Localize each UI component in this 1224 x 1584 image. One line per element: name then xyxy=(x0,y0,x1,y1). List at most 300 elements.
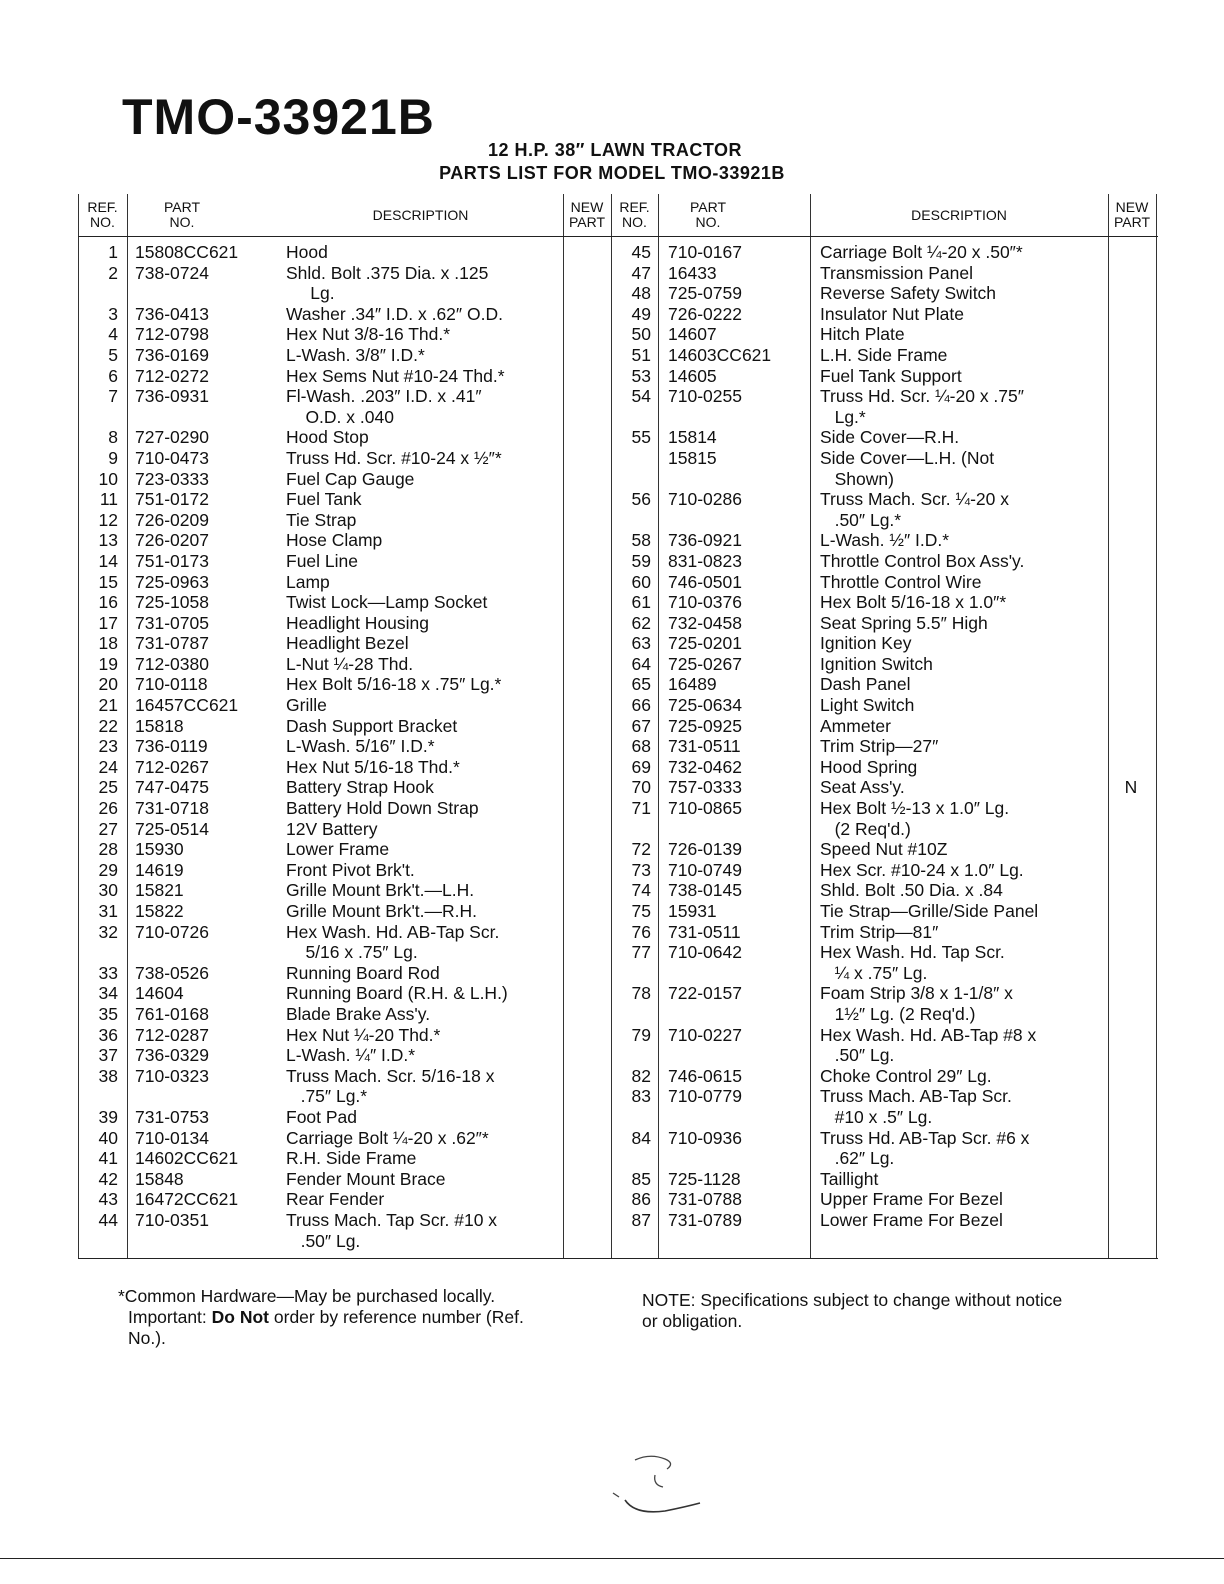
right-description-cell: Upper Frame For Bezel xyxy=(820,1189,1003,1210)
left-description-cell: Hex Nut 5/16-18 Thd.* xyxy=(286,756,460,777)
right-ref-cell: 55 xyxy=(631,427,651,448)
important-label: Important: xyxy=(128,1307,212,1327)
subtitle-tractor-text: 12 H.P. 38″ LAWN TRACTOR xyxy=(487,140,742,160)
right-part-number-cell: 726-0139 xyxy=(668,839,742,860)
left-description-cell: Grille xyxy=(286,695,327,716)
right-new-part-cell xyxy=(1108,1025,1154,1046)
left-ref-cell xyxy=(78,942,118,963)
header-new-part xyxy=(563,194,611,236)
right-ref-cell xyxy=(611,1107,651,1128)
right-new-column xyxy=(1108,242,1154,1231)
do-not-emphasis: Do Not xyxy=(211,1307,270,1327)
left-description-cell: Headlight Housing xyxy=(286,612,430,633)
left-part-column xyxy=(135,242,238,1251)
right-description-cell: Hex Bolt 5/16-18 x 1.0″* xyxy=(820,592,1007,613)
right-part-number-cell xyxy=(668,510,771,531)
header-new-part-2 xyxy=(1108,194,1156,236)
header-description-2 xyxy=(810,194,1108,236)
right-description-column xyxy=(820,242,1038,1231)
right-part-number-cell: 731-0788 xyxy=(668,1189,742,1210)
left-description-cell: Battery Hold Down Strap xyxy=(286,798,479,819)
left-part-number-cell: 726-0209 xyxy=(135,509,209,530)
right-description-cell: Side Cover—R.H. xyxy=(820,427,960,448)
left-part-number-cell: 15822 xyxy=(135,901,184,921)
right-new-part-cell xyxy=(1108,386,1154,407)
right-new-part-cell xyxy=(1108,1066,1154,1087)
left-ref-cell: 21 xyxy=(98,695,118,716)
left-ref-cell: 15 xyxy=(98,571,118,592)
right-new-part-cell xyxy=(1108,1210,1154,1231)
right-new-part-cell xyxy=(1108,592,1154,613)
left-new-part-cell xyxy=(565,489,611,510)
left-part-number-cell xyxy=(135,1086,238,1107)
left-ref-cell: 32 xyxy=(98,921,118,942)
right-part-number-cell: 725-0201 xyxy=(668,633,742,654)
right-new-part-cell xyxy=(1108,407,1154,428)
left-part-number-cell: 731-0718 xyxy=(135,798,209,819)
right-ref-cell: 72 xyxy=(631,839,651,860)
left-ref-cell: 11 xyxy=(99,489,118,510)
right-description-cell: Hex Wash. Hd. AB-Tap #8 x xyxy=(820,1024,1037,1045)
left-description-cell: L-Wash. 5/16″ I.D.* xyxy=(286,736,435,757)
right-description-cell: Seat Ass'y. xyxy=(820,777,905,798)
left-ref-cell: 29 xyxy=(98,859,118,880)
right-part-number-cell: 732-0462 xyxy=(668,756,742,777)
left-new-part-cell xyxy=(565,304,611,325)
right-new-part-cell xyxy=(1108,880,1154,901)
left-new-part-cell xyxy=(565,942,611,963)
right-new-part-cell xyxy=(1108,922,1154,943)
right-description-cell: Dash Panel xyxy=(820,674,911,695)
right-ref-cell: 70 xyxy=(631,777,651,798)
left-ref-cell: 24 xyxy=(98,756,118,777)
left-new-part-cell xyxy=(565,736,611,757)
left-part-number-cell xyxy=(135,407,238,428)
right-ref-cell: 86 xyxy=(631,1189,651,1210)
right-ref-cell: 45 xyxy=(631,242,651,262)
right-new-part-cell xyxy=(1108,757,1154,778)
right-new-part-cell xyxy=(1108,304,1154,325)
left-new-part-cell xyxy=(565,901,611,922)
left-part-number-cell: 15808CC621 xyxy=(135,242,239,262)
left-part-number-cell: 727-0290 xyxy=(135,427,209,448)
left-part-number-cell: 751-0173 xyxy=(135,550,209,571)
left-part-number-cell: 731-0787 xyxy=(135,633,209,654)
left-description-cell: Lower Frame xyxy=(286,839,390,860)
left-description-cell: Dash Support Bracket xyxy=(286,715,458,736)
right-part-number-cell: 736-0921 xyxy=(668,530,742,551)
right-ref-cell xyxy=(611,963,651,984)
right-new-part-cell xyxy=(1108,263,1154,284)
left-new-part-cell xyxy=(565,798,611,819)
left-ref-cell: 41 xyxy=(98,1148,118,1169)
header-description-text: DESCRIPTION xyxy=(372,206,469,223)
right-new-part-cell xyxy=(1108,242,1154,263)
right-part-number-cell: 725-0925 xyxy=(668,715,742,736)
right-description-cell: Fuel Tank Support xyxy=(820,365,962,386)
right-ref-cell xyxy=(611,510,651,531)
right-part-number-cell: 710-0865 xyxy=(668,798,742,819)
right-new-part-cell xyxy=(1108,572,1154,593)
left-ref-cell: 19 xyxy=(98,653,118,674)
left-part-number-cell: 712-0798 xyxy=(135,324,209,345)
left-ref-cell: 30 xyxy=(98,880,118,901)
right-description-cell: Carriage Bolt ¼-20 x .50″* xyxy=(820,242,1023,262)
right-part-number-cell: 14605 xyxy=(668,365,717,386)
right-description-cell: .50″ Lg. xyxy=(820,1045,895,1066)
right-ref-cell: 64 xyxy=(631,653,651,674)
left-ref-cell: 4 xyxy=(108,324,118,345)
right-description-cell: L-Wash. ½″ I.D.* xyxy=(820,530,950,551)
left-new-part-cell xyxy=(565,1045,611,1066)
right-description-cell: Light Switch xyxy=(820,695,915,716)
rule-part2-desc2 xyxy=(810,194,811,1258)
left-part-number-cell xyxy=(135,942,238,963)
right-part-number-cell: 732-0458 xyxy=(668,612,742,633)
right-description-cell: 1½″ Lg. (2 Req'd.) xyxy=(820,1003,976,1024)
right-new-part-cell xyxy=(1108,427,1154,448)
left-new-part-cell xyxy=(565,674,611,695)
left-description-cell: Grille Mount Brk't.—L.H. xyxy=(286,880,475,901)
left-ref-cell: 34 xyxy=(98,983,118,1004)
right-description-cell: Throttle Control Box Ass'y. xyxy=(820,550,1025,571)
left-new-part-cell xyxy=(565,1169,611,1190)
left-part-number-cell: 16457CC621 xyxy=(135,695,239,716)
right-description-cell: .62″ Lg. xyxy=(820,1148,895,1169)
right-ref-cell: 62 xyxy=(631,612,651,633)
left-part-number-cell: 15930 xyxy=(135,839,184,860)
left-description-cell: R.H. Side Frame xyxy=(286,1148,417,1169)
parts-table xyxy=(78,194,1158,1259)
left-part-number-cell: 726-0207 xyxy=(135,530,209,551)
left-ref-cell: 42 xyxy=(98,1168,118,1189)
left-ref-cell: 27 xyxy=(98,818,118,839)
left-new-part-cell xyxy=(565,448,611,469)
right-part-number-cell: 710-0167 xyxy=(668,242,742,262)
right-description-cell: Throttle Control Wire xyxy=(820,571,982,592)
right-description-cell: Seat Spring 5.5″ High xyxy=(820,612,988,633)
left-ref-cell: 9 xyxy=(108,447,118,468)
right-part-number-cell xyxy=(668,963,771,984)
left-part-number-cell: 14619 xyxy=(135,859,184,880)
right-part-number-cell: 15814 xyxy=(668,427,717,448)
left-ref-cell: 40 xyxy=(98,1127,118,1148)
right-part-number-cell: 731-0511 xyxy=(668,736,741,757)
left-new-part-cell xyxy=(565,1107,611,1128)
left-description-cell: Truss Mach. Tap Scr. #10 x xyxy=(286,1209,498,1230)
right-ref-cell: 49 xyxy=(631,303,651,324)
left-part-number-cell: 725-0514 xyxy=(135,818,209,839)
right-description-cell: Ignition Switch xyxy=(820,653,933,674)
right-part-number-cell: 710-0936 xyxy=(668,1127,742,1148)
right-ref-cell: 79 xyxy=(631,1024,651,1045)
left-description-cell: O.D. x .040 xyxy=(286,406,394,427)
left-new-part-cell xyxy=(565,613,611,634)
right-ref-cell: 59 xyxy=(631,550,651,571)
left-part-number-cell: 736-0931 xyxy=(135,386,209,407)
left-new-part-cell xyxy=(565,1128,611,1149)
header-ref-2 xyxy=(611,194,658,236)
left-ref-cell: 37 xyxy=(98,1045,118,1066)
left-ref-cell: 28 xyxy=(98,839,118,860)
right-ref-cell xyxy=(611,448,651,469)
right-ref-cell: 73 xyxy=(631,859,651,880)
right-description-cell: Ignition Key xyxy=(820,633,912,654)
left-new-part-cell xyxy=(565,263,611,284)
left-ref-cell: 10 xyxy=(98,468,118,489)
left-ref-cell: 31 xyxy=(98,901,118,921)
right-part-number-cell: 731-0511 xyxy=(668,921,741,942)
right-ref-column xyxy=(611,242,651,1231)
right-description-cell: Tie Strap—Grille/Side Panel xyxy=(820,901,1039,921)
right-new-part-cell xyxy=(1108,530,1154,551)
right-new-part-cell xyxy=(1108,366,1154,387)
right-ref-cell: 69 xyxy=(631,756,651,777)
right-part-number-cell: 725-0267 xyxy=(668,653,742,674)
right-part-number-cell: 746-0501 xyxy=(668,571,742,592)
left-description-cell: Hood xyxy=(286,242,328,262)
right-ref-cell: 53 xyxy=(631,365,651,386)
right-ref-cell: 83 xyxy=(631,1086,651,1107)
right-new-part-cell xyxy=(1108,798,1154,819)
right-ref-cell: 65 xyxy=(631,674,651,695)
right-new-part-cell xyxy=(1108,1004,1154,1025)
left-ref-cell: 35 xyxy=(98,1003,118,1024)
left-description-cell: Twist Lock—Lamp Socket xyxy=(286,592,488,613)
left-part-number-cell: 16472CC621 xyxy=(135,1189,239,1210)
rule-desc-new xyxy=(563,194,564,1258)
left-ref-cell: 26 xyxy=(98,798,118,819)
left-ref-cell: 20 xyxy=(98,674,118,695)
right-part-number-cell xyxy=(668,469,771,490)
left-description-cell: Hex Bolt 5/16-18 x .75″ Lg.* xyxy=(286,674,502,695)
left-description-cell: Fuel Tank xyxy=(286,489,362,510)
right-description-cell: Speed Nut #10Z xyxy=(820,839,948,860)
right-part-number-cell: 831-0823 xyxy=(668,550,742,571)
left-new-part-cell xyxy=(565,386,611,407)
right-ref-cell: 58 xyxy=(631,530,651,551)
left-new-part-cell xyxy=(565,1086,611,1107)
right-description-cell: Truss Hd. Scr. ¼-20 x .75″ xyxy=(820,386,1024,407)
left-ref-cell xyxy=(78,283,118,304)
right-description-cell: Hitch Plate xyxy=(820,324,905,345)
right-ref-cell xyxy=(611,1148,651,1169)
right-description-cell: Insulator Nut Plate xyxy=(820,303,964,324)
right-new-part-cell xyxy=(1108,1045,1154,1066)
common-hardware-line-2 xyxy=(118,1307,598,1328)
right-description-cell: Reverse Safety Switch xyxy=(820,283,997,304)
right-new-part-cell xyxy=(1108,716,1154,737)
left-part-number-cell: 736-0329 xyxy=(135,1045,209,1066)
left-ref-cell: 25 xyxy=(98,777,118,798)
left-description-cell: 12V Battery xyxy=(286,818,378,839)
left-ref-cell: 33 xyxy=(98,962,118,983)
right-ref-cell: 76 xyxy=(631,921,651,942)
left-description-cell: Fuel Cap Gauge xyxy=(286,468,415,489)
left-part-number-cell: 710-0118 xyxy=(135,674,208,695)
left-new-part-cell xyxy=(565,572,611,593)
left-new-part-cell xyxy=(565,469,611,490)
right-ref-cell: 47 xyxy=(631,262,651,283)
subtitle-tractor xyxy=(0,140,1224,161)
left-ref-cell xyxy=(78,1086,118,1107)
left-new-part-cell xyxy=(565,819,611,840)
right-part-number-cell: 15815 xyxy=(668,447,717,468)
right-part-number-cell: 726-0222 xyxy=(668,303,742,324)
left-description-cell: L-Wash. 3/8″ I.D.* xyxy=(286,344,425,365)
right-description-cell: Truss Mach. Scr. ¼-20 x xyxy=(820,489,1009,510)
left-ref-cell: 43 xyxy=(98,1189,118,1210)
right-description-cell: Shld. Bolt .50 Dia. x .84 xyxy=(820,880,1003,901)
left-part-number-cell: 15848 xyxy=(135,1168,184,1189)
right-ref-cell: 84 xyxy=(631,1127,651,1148)
right-part-number-cell xyxy=(668,1045,771,1066)
left-ref-cell: 6 xyxy=(108,365,118,386)
left-ref-cell: 38 xyxy=(98,1065,118,1086)
left-description-cell: Washer .34″ I.D. x .62″ O.D. xyxy=(286,303,503,324)
right-new-part-cell xyxy=(1108,633,1154,654)
left-description-cell: Fl-Wash. .203″ I.D. x .41″ xyxy=(286,386,482,407)
right-part-number-cell: 710-0376 xyxy=(668,592,742,613)
right-new-part-cell xyxy=(1108,963,1154,984)
document-id: TMO-33921B xyxy=(122,89,435,145)
left-part-number-cell: 710-0134 xyxy=(135,1127,209,1148)
left-part-number-cell: 710-0726 xyxy=(135,921,209,942)
right-part-number-cell: 710-0227 xyxy=(668,1024,742,1045)
right-part-number-cell xyxy=(668,407,771,428)
left-new-part-cell xyxy=(565,880,611,901)
left-ref-cell xyxy=(78,407,118,428)
left-description-cell: Blade Brake Ass'y. xyxy=(286,1003,431,1024)
right-description-cell: Choke Control 29″ Lg. xyxy=(820,1065,992,1086)
right-part-number-cell: 710-0255 xyxy=(668,386,742,407)
right-description-cell: Shown) xyxy=(820,468,894,489)
right-new-part-cell xyxy=(1108,448,1154,469)
left-part-number-cell: 736-0413 xyxy=(135,303,209,324)
left-ref-cell xyxy=(78,1231,118,1252)
right-description-cell: Hex Bolt ½-13 x 1.0″ Lg. xyxy=(820,798,1010,819)
left-description-cell: Lamp xyxy=(286,571,330,592)
right-description-cell: Hood Spring xyxy=(820,756,918,777)
right-ref-cell: 60 xyxy=(631,571,651,592)
left-ref-cell: 1 xyxy=(108,242,118,262)
right-description-cell: Side Cover—L.H. (Not xyxy=(820,447,995,468)
right-new-part-cell xyxy=(1108,819,1154,840)
right-description-cell: L.H. Side Frame xyxy=(820,344,948,365)
right-new-part-cell xyxy=(1108,983,1154,1004)
left-ref-cell: 16 xyxy=(98,592,118,613)
left-part-number-cell: 736-0119 xyxy=(135,736,208,757)
left-ref-cell: 2 xyxy=(108,262,118,283)
right-ref-cell: 50 xyxy=(631,324,651,345)
right-part-number-cell: 15931 xyxy=(668,901,717,921)
left-ref-cell: 22 xyxy=(98,715,118,736)
right-ref-cell: 74 xyxy=(631,880,651,901)
left-new-part-cell xyxy=(565,777,611,798)
right-new-part-cell xyxy=(1108,1128,1154,1149)
right-description-cell: Truss Hd. AB-Tap Scr. #6 x xyxy=(820,1127,1030,1148)
right-part-number-cell: 16433 xyxy=(668,262,717,283)
right-part-number-cell: 722-0157 xyxy=(668,983,742,1004)
left-new-part-cell xyxy=(565,510,611,531)
left-part-number-cell: 712-0267 xyxy=(135,756,209,777)
right-new-part-cell xyxy=(1108,674,1154,695)
left-description-cell: 5/16 x .75″ Lg. xyxy=(286,942,418,963)
left-part-number-cell: 14604 xyxy=(135,983,184,1004)
right-new-part-cell xyxy=(1108,510,1154,531)
left-part-number-cell: 747-0475 xyxy=(135,777,209,798)
left-description-cell: Fender Mount Brace xyxy=(286,1168,446,1189)
right-ref-cell: 85 xyxy=(631,1168,651,1189)
right-description-cell: Ammeter xyxy=(820,715,891,736)
left-description-cell: Hex Wash. Hd. AB-Tap Scr. xyxy=(286,921,500,942)
right-description-cell: Hex Scr. #10-24 x 1.0″ Lg. xyxy=(820,859,1024,880)
right-part-number-cell: 710-0286 xyxy=(668,489,742,510)
header-ref2-bottom: NO. xyxy=(622,214,647,230)
right-part-number-cell: 14607 xyxy=(668,324,717,345)
left-new-part-cell xyxy=(565,1210,611,1231)
right-part-number-cell: 738-0145 xyxy=(668,880,742,901)
right-ref-cell: 71 xyxy=(631,798,651,819)
right-part-number-cell: 16489 xyxy=(668,674,717,695)
right-ref-cell: 67 xyxy=(631,715,651,736)
left-new-part-cell xyxy=(565,530,611,551)
left-description-cell: Battery Strap Hook xyxy=(286,777,434,798)
right-ref-cell xyxy=(611,1004,651,1025)
right-new-part-cell xyxy=(1108,1086,1154,1107)
left-new-part-cell xyxy=(565,757,611,778)
right-part-number-cell xyxy=(668,1148,771,1169)
left-new-part-cell xyxy=(565,716,611,737)
left-part-number-cell: 15818 xyxy=(135,715,184,736)
left-new-part-cell xyxy=(565,839,611,860)
left-description-cell: L-Nut ¼-28 Thd. xyxy=(286,653,414,674)
left-description-cell: Fuel Line xyxy=(286,550,358,571)
left-part-number-cell: 723-0333 xyxy=(135,468,209,489)
left-description-cell: Hood Stop xyxy=(286,427,369,448)
right-new-part-cell xyxy=(1108,654,1154,675)
right-new-part-cell xyxy=(1108,695,1154,716)
right-ref-cell: 82 xyxy=(631,1065,651,1086)
rule-ref-part xyxy=(127,194,128,1258)
left-part-number-cell: 712-0380 xyxy=(135,653,209,674)
handwritten-mark xyxy=(605,1445,715,1525)
left-new-part-cell xyxy=(565,633,611,654)
right-ref-cell: 63 xyxy=(631,633,651,654)
right-description-cell: Lower Frame For Bezel xyxy=(820,1209,1003,1230)
left-ref-cell: 23 xyxy=(98,736,118,757)
right-ref-cell: 61 xyxy=(631,592,651,613)
right-new-part-cell xyxy=(1108,1148,1154,1169)
header-part2-bottom: NO. xyxy=(695,214,721,230)
right-ref-cell xyxy=(611,1045,651,1066)
left-new-column xyxy=(565,242,611,1231)
header-ref-top: REF. xyxy=(87,199,118,215)
left-description-cell: Front Pivot Brk't. xyxy=(286,859,415,880)
right-ref-cell xyxy=(611,469,651,490)
left-description-cell: Carriage Bolt ¼-20 x .62″* xyxy=(286,1127,489,1148)
right-new-part-cell xyxy=(1108,1169,1154,1190)
left-description-cell: Truss Mach. Scr. 5/16-18 x xyxy=(286,1065,495,1086)
header-part-top: PART xyxy=(163,199,201,215)
left-part-number-cell: 710-0473 xyxy=(135,447,209,468)
left-description-cell: Lg. xyxy=(286,283,335,304)
right-new-part-cell xyxy=(1108,942,1154,963)
left-ref-cell: 8 xyxy=(108,427,118,448)
left-new-part-cell xyxy=(565,427,611,448)
header-description2-text: DESCRIPTION xyxy=(911,206,1007,223)
right-part-number-cell xyxy=(668,1004,771,1025)
